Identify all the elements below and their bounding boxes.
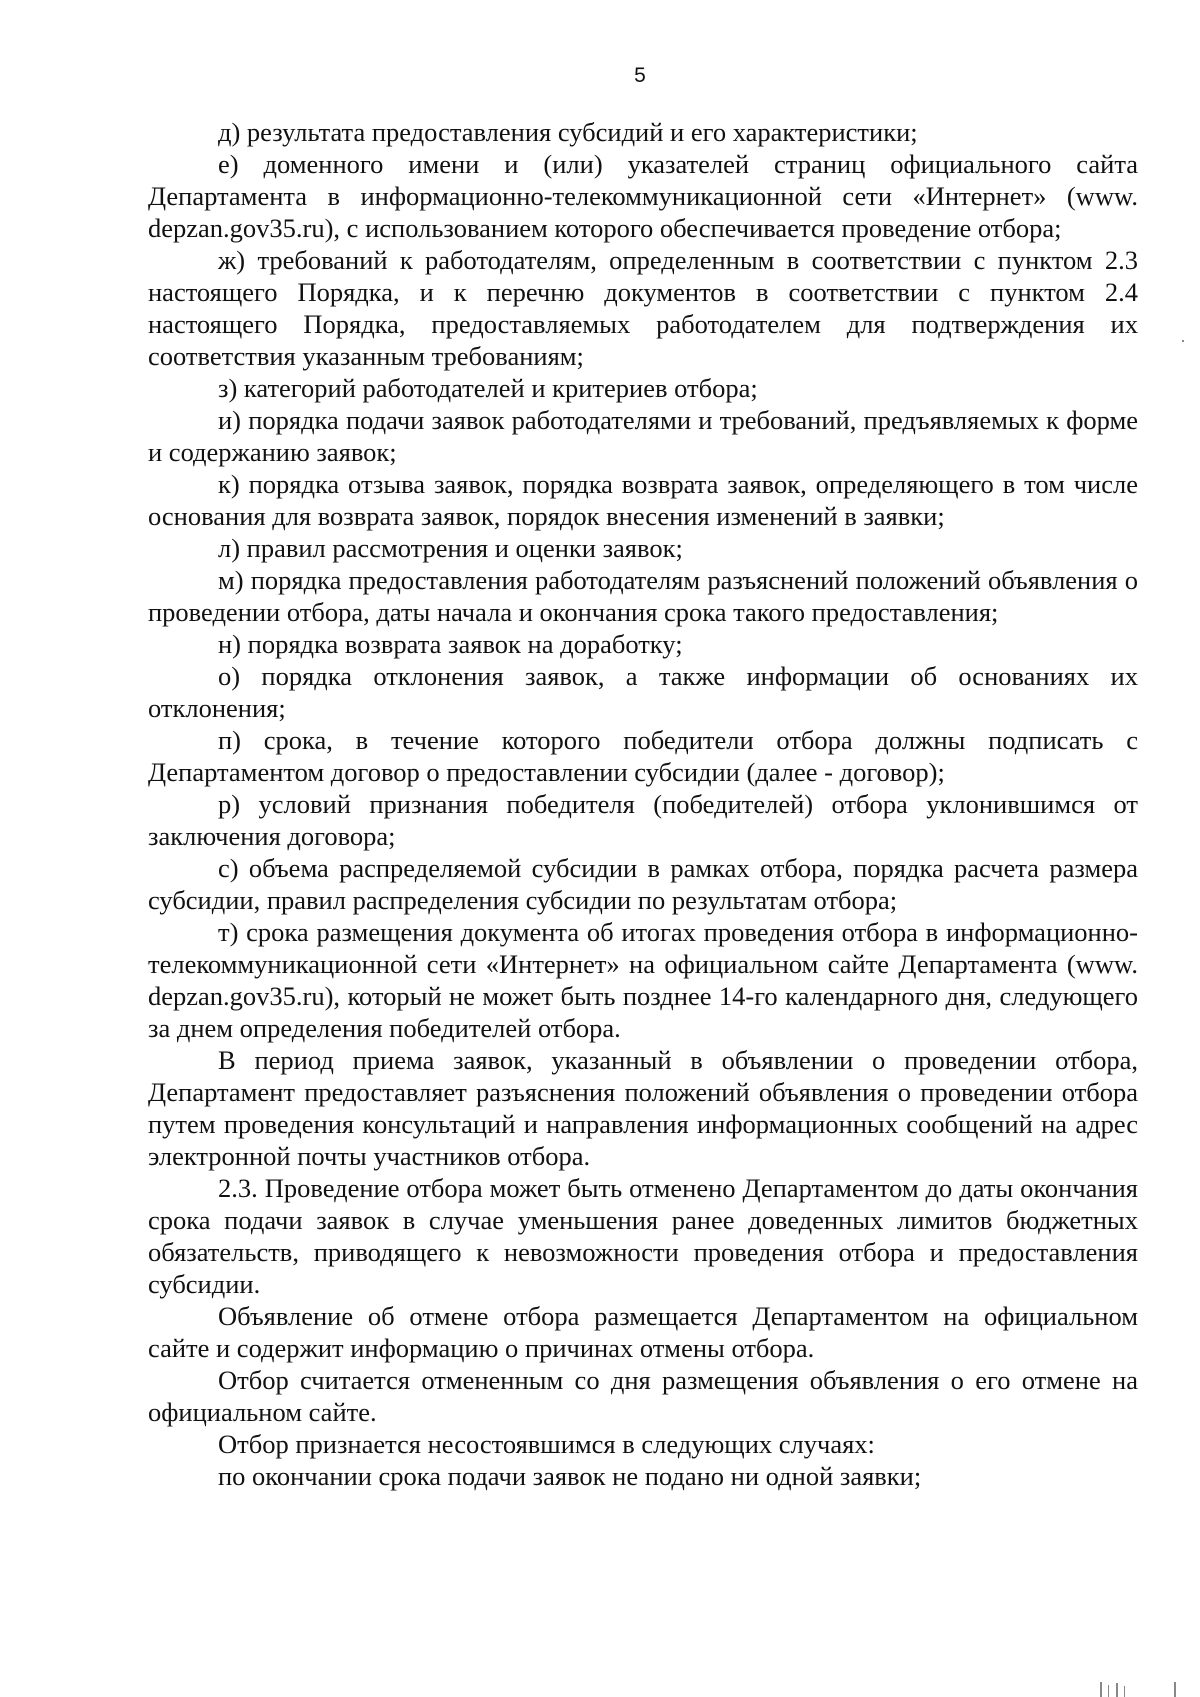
paragraph-clarifications: В период приема заявок, указанный в объявлении о проведении отбора, Департамент предоставляет разъяснения положений объявления о проведении отбора путем проведения консультаций и направления информационных сообщений на адрес электронной почты участников отбора. bbox=[148, 1045, 1138, 1171]
paragraph-section-2-3: 2.3. Проведение отбора может быть отменено Департаментом до даты окончания срока подачи заявок в случае уменьшения ранее доведенных лимитов бюджетных обязательств, приводящего к невозможности проведения отбора и предоставления субсидии. bbox=[148, 1173, 1138, 1299]
paragraph-item-d: д) результата предоставления субсидий и его характеристики; bbox=[218, 117, 918, 147]
document-body bbox=[148, 116, 1138, 1492]
paragraph-item-e: е) доменного имени и (или) указателей страниц официального сайта Департамента в информационно-телекоммуникационной сети «Интернет» (www. depzan.gov35.ru), с использованием которого обеспечивается проведение отбора; bbox=[148, 149, 1138, 243]
scan-mark-right-edge bbox=[1182, 340, 1184, 342]
scan-mark-bottom-4 bbox=[1124, 1686, 1125, 1697]
paragraph-item-o: о) порядка отклонения заявок, а также информации об основаниях их отклонения; bbox=[148, 661, 1138, 723]
scan-mark-bottom-1 bbox=[1100, 1682, 1102, 1697]
paragraph-cancellation-effective: Отбор считается отмененным со дня размещения объявления о его отмене на официальном сайте. bbox=[148, 1365, 1138, 1427]
paragraph-item-z: з) категорий работодателей и критериев отбора; bbox=[218, 373, 758, 403]
paragraph-item-m: м) порядка предоставления работодателям разъяснений положений объявления о проведении отбора, даты начала и окончания срока такого предоставления; bbox=[148, 565, 1138, 627]
paragraph-no-applications: по окончании срока подачи заявок не подано ни одной заявки; bbox=[218, 1461, 922, 1491]
page-number: 5 bbox=[634, 64, 646, 87]
scan-mark-bottom-2 bbox=[1108, 1685, 1109, 1697]
paragraph-item-r: р) условий признания победителя (победителей) отбора уклонившимся от заключения договора; bbox=[148, 789, 1138, 851]
paragraph-item-zh: ж) требований к работодателям, определенным в соответствии с пунктом 2.3 настоящего Порядка, и к перечню документов в соответствии с пунктом 2.4 настоящего Порядка, предоставляемых работодателем для подтверждения их соответствия указанным требованиям; bbox=[148, 245, 1138, 371]
paragraph-item-k: к) порядка отзыва заявок, порядка возврата заявок, определяющего в том числе основания для возврата заявок, порядок внесения изменений в заявки; bbox=[148, 469, 1138, 531]
paragraph-item-i: и) порядка подачи заявок работодателями и требований, предъявляемых к форме и содержанию заявок; bbox=[148, 405, 1138, 467]
paragraph-item-l: л) правил рассмотрения и оценки заявок; bbox=[218, 533, 683, 563]
paragraph-item-t: т) срока размещения документа об итогах проведения отбора в информационно-телекоммуникационной сети «Интернет» на официальном сайте Департамента (www. depzan.gov35.ru), который не может быть позднее 14-го календарного дня, следующего за днем определения победителей отбора. bbox=[148, 917, 1138, 1043]
scan-mark-bottom-5 bbox=[1174, 1682, 1176, 1697]
paragraph-cancellation-notice: Объявление об отмене отбора размещается Департаментом на официальном сайте и содержит информацию о причинах отмены отбора. bbox=[148, 1301, 1138, 1363]
scan-mark-bottom-3 bbox=[1116, 1683, 1118, 1697]
paragraph-item-s: с) объема распределяемой субсидии в рамках отбора, порядка расчета размера субсидии, правил распределения субсидии по результатам отбора; bbox=[148, 853, 1138, 915]
paragraph-failed-selection: Отбор признается несостоявшимся в следующих случаях: bbox=[218, 1429, 875, 1459]
paragraph-item-n: н) порядка возврата заявок на доработку; bbox=[218, 629, 683, 659]
paragraph-item-p: п) срока, в течение которого победители отбора должны подписать с Департаментом договор о предоставлении субсидии (далее - договор); bbox=[148, 725, 1138, 787]
